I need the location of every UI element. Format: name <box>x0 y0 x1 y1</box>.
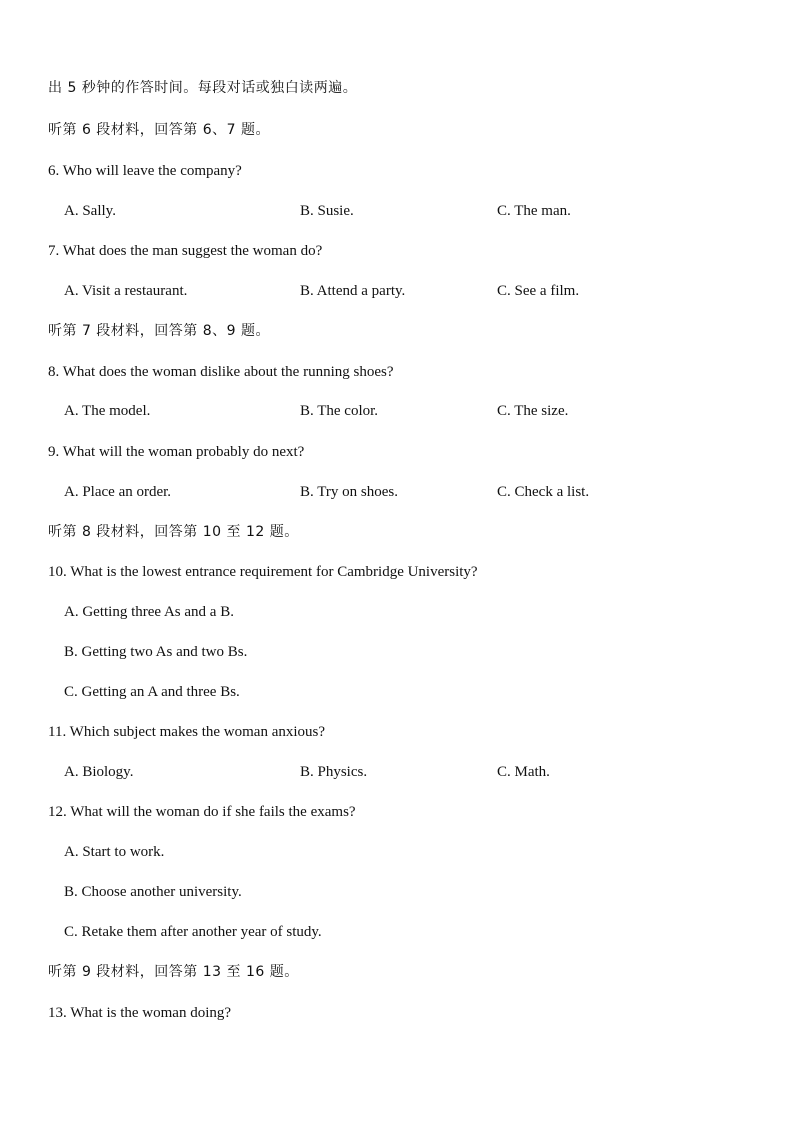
intro-text: 出 5 秒钟的作答时间。每段对话或独白读两遍。 <box>48 80 358 96</box>
q7-option-b: B. Attend a party. <box>300 283 406 299</box>
q7-option-c: C. See a film. <box>497 283 580 299</box>
q10-option-b: B. Getting two As and two Bs. <box>64 644 248 660</box>
q11-option-b: B. Physics. <box>300 764 368 780</box>
q8-option-b: B. The color. <box>300 403 379 419</box>
section-8-instruction: 听第 8 段材料，回答第 10 至 12 题。 <box>48 524 299 540</box>
q10-option-c: C. Getting an A and three Bs. <box>64 684 240 700</box>
section-9-instruction: 听第 9 段材料，回答第 13 至 16 题。 <box>48 964 299 980</box>
section-7-instruction: 听第 7 段材料，回答第 8、9 题。 <box>48 323 271 339</box>
q12-option-a: A. Start to work. <box>64 844 165 860</box>
q7-option-a: A. Visit a restaurant. <box>64 283 188 299</box>
q12-option-c: C. Retake them after another year of study. <box>64 924 322 940</box>
question-7: 7. What does the man suggest the woman do? <box>48 243 323 259</box>
q11-option-c: C. Math. <box>497 764 550 780</box>
question-11: 11. Which subject makes the woman anxious? <box>48 724 326 740</box>
q6-option-b: B. Susie. <box>300 203 354 219</box>
q8-option-c: C. The size. <box>497 403 569 419</box>
q6-option-c: C. The man. <box>497 203 571 219</box>
question-10: 10. What is the lowest entrance requirement for Cambridge University? <box>48 564 478 580</box>
question-13: 13. What is the woman doing? <box>48 1005 232 1021</box>
question-6: 6. Who will leave the company? <box>48 163 242 179</box>
q9-option-c: C. Check a list. <box>497 484 590 500</box>
q11-option-a: A. Biology. <box>64 764 134 780</box>
q10-option-a: A. Getting three As and a B. <box>64 604 234 620</box>
q9-option-b: B. Try on shoes. <box>300 484 398 500</box>
q12-option-b: B. Choose another university. <box>64 884 242 900</box>
q6-option-a: A. Sally. <box>64 203 116 219</box>
question-12: 12. What will the woman do if she fails the exams? <box>48 804 356 820</box>
question-8: 8. What does the woman dislike about the running shoes? <box>48 364 394 380</box>
q8-option-a: A. The model. <box>64 403 151 419</box>
section-6-instruction: 听第 6 段材料，回答第 6、7 题。 <box>48 122 271 138</box>
question-9: 9. What will the woman probably do next? <box>48 444 305 460</box>
q9-option-a: A. Place an order. <box>64 484 172 500</box>
